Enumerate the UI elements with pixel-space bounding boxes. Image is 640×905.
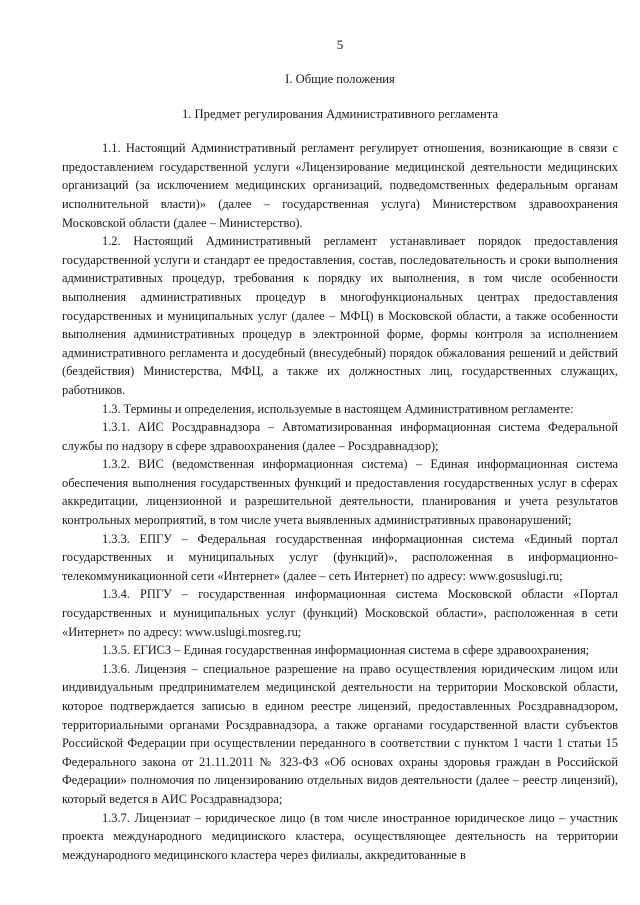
- paragraph-1-3-2: 1.3.2. ВИС (ведомственная информационная система) – Единая информационная система обеспечения выполнения государственных функций и предоставления государственных услуг в сферах аккредитации, лицензионной и разрешительной деятельности, планирования и учета результатов контрольных мероприятий, в том числе учета выявленных административных правонарушений;: [62, 457, 618, 528]
- paragraph-1-2: 1.2. Настоящий Административный регламент устанавливает порядок предоставления государственной услуги и стандарт ее предоставления, состав, последовательность и сроки выполнения административных процедур, требования к порядку их выполнения, в том числе особенности выполнения административных процедур в многофункциональных центрах предоставления государственных и муниципальных услуг (далее – МФЦ) в Московской области, а также особенности выполнения административных процедур в электронной форме, формы контроля за исполнением административного регламента и досудебный (внесудебный) порядок обжалования решений и действий (бездействия) Министерства, МФЦ, а также их должностных лиц, государственных служащих, работников.: [62, 234, 618, 397]
- section-title: I. Общие положения: [285, 72, 395, 86]
- paragraph-1-3-3: 1.3.3. ЕПГУ – Федеральная государственная информационная система «Единый портал государственных и муниципальных услуг (функций)», расположенная в информационно-телекоммуникационной сети «Интернет» (далее – сеть Интернет) по адресу: www.gosuslugi.ru;: [62, 531, 618, 583]
- paragraph-1-3-4: 1.3.4. РПГУ – государственная информационная система Московской области «Портал государственных и муниципальных услуг (функций) Московской области», расположенная в сети «Интернет» по адресу: www.uslugi.mosreg.ru;: [62, 587, 618, 639]
- page-number: 5: [336, 37, 344, 52]
- paragraph-1-3-1: 1.3.1. АИС Росздравнадзора – Автоматизированная информационная система Федеральной службы по надзору в сфере здравоохранения (далее – Росздравнадзор);: [62, 420, 618, 453]
- paragraph-1-1: 1.1. Настоящий Административный регламент регулирует отношения, возникающие в связи с предоставлением государственной услуги «Лицензирование медицинской деятельности медицинских организаций (за исключением медицинских организаций, подведомственных федеральным органам исполнительной власти)» (далее – государственная услуга) Министерством здравоохранения Московской области (далее – Министерство).: [62, 141, 618, 230]
- document-page: [62, 36, 618, 864]
- paragraph-1-3-7: 1.3.7. Лицензиат – юридическое лицо (в том числе иностранное юридическое лицо – участник проекта международного медицинского кластера, осуществляющее деятельность на территории международного медицинского кластера через филиалы, аккредитованные в: [62, 810, 618, 862]
- paragraph-1-3-6: 1.3.6. Лицензия – специальное разрешение на право осуществления юридическим лицом или индивидуальным предпринимателем медицинской деятельности на территории Московской области, которое подтверждается записью в едином реестре лицензий, предоставленных Росздравнадзором, территориальными органами Росздравнадзора, а также органами государственной власти субъектов Российской Федерации при осуществлении переданного в соответствии с пунктом 1 части 1 статьи 15 Федерального закона от 21.11.2011 № 323-ФЗ «Об основах охраны здоровья граждан в Российской Федерации» полномочия по лицензированию отдельных видов деятельности (далее – реестр лицензий), который ведется в АИС Росздравнадзора;: [62, 661, 618, 806]
- paragraph-1-3: 1.3. Термины и определения, используемые в настоящем Административном регламенте:: [102, 401, 574, 416]
- subsection-title: 1. Предмет регулирования Административного регламента: [181, 106, 499, 121]
- paragraph-1-3-5: 1.3.5. ЕГИСЗ – Единая государственная информационная система в сфере здравоохранения;: [102, 643, 590, 658]
